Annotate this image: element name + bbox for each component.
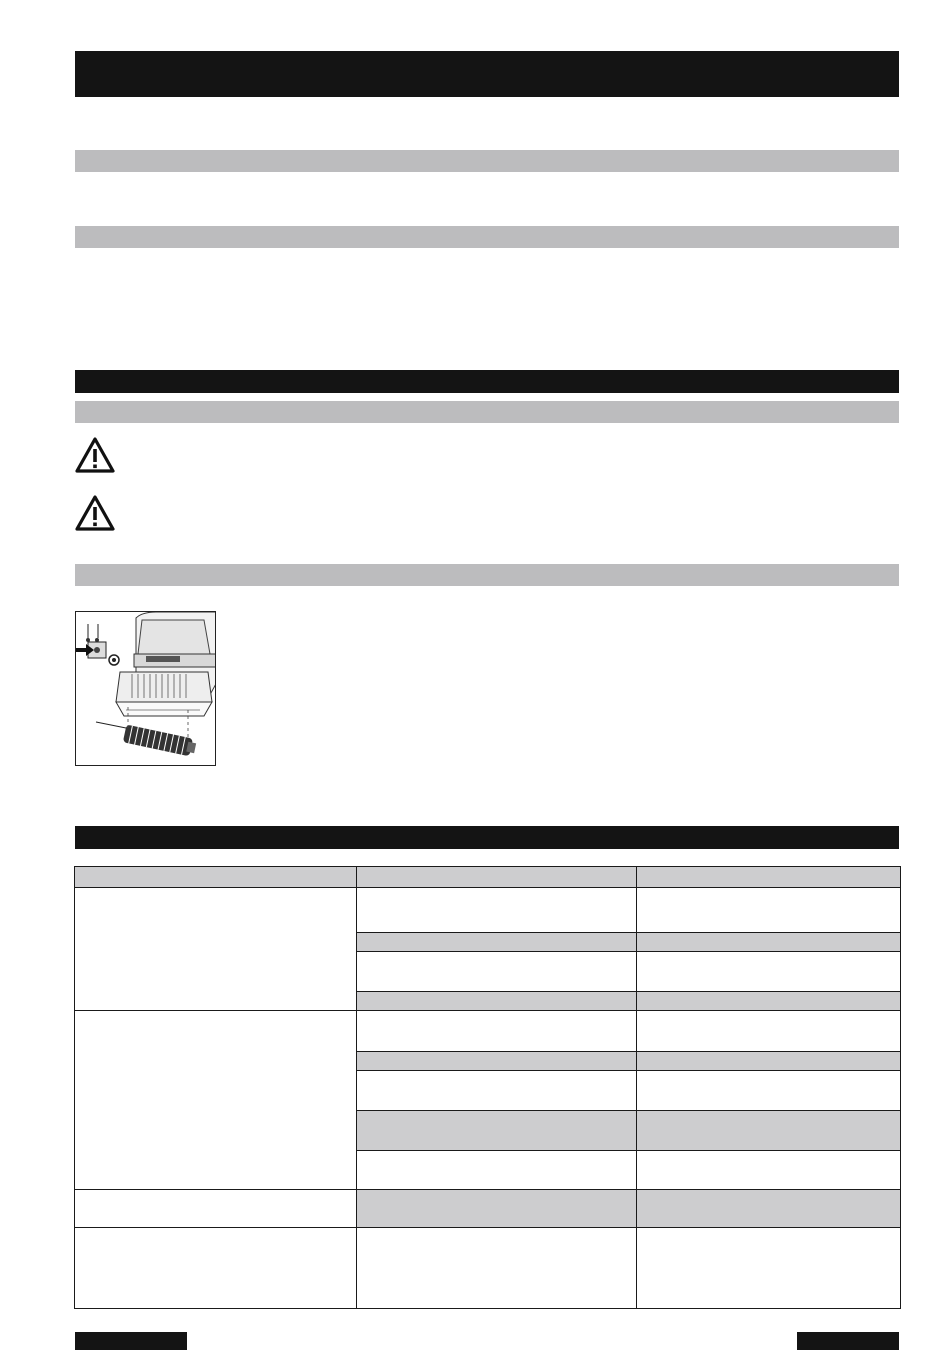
warning-triangle-icon	[74, 494, 116, 532]
remedy-cell	[637, 1189, 901, 1227]
cause-cell	[357, 1228, 637, 1309]
remedy-cell	[637, 1051, 901, 1070]
remedy-cell	[637, 991, 901, 1010]
subheading-bar-2	[75, 226, 899, 248]
cause-cell	[357, 1011, 637, 1051]
header-cell-3	[637, 867, 901, 888]
remedy-cell	[637, 1151, 901, 1189]
table-row	[75, 1011, 901, 1051]
remedy-cell	[637, 951, 901, 991]
table-row	[75, 888, 901, 933]
header-cell-2	[357, 867, 637, 888]
table-row	[75, 1189, 901, 1227]
cause-cell	[357, 933, 637, 951]
table-header-row	[75, 867, 901, 888]
footer-right-tab	[797, 1332, 899, 1350]
problem-cell	[75, 1011, 357, 1190]
remedy-cell	[637, 888, 901, 933]
subheading-bar-1	[75, 150, 899, 172]
cause-cell	[357, 1189, 637, 1227]
cause-cell	[357, 1151, 637, 1189]
problem-cell	[75, 888, 357, 1011]
section-heading-bar-2	[75, 826, 899, 849]
section-heading-bar-1	[75, 370, 899, 393]
remedy-cell	[637, 1228, 901, 1309]
subheading-bar-3	[75, 401, 899, 423]
brush-roller-removal-illustration	[75, 611, 216, 766]
remedy-cell	[637, 933, 901, 951]
header-cell-1	[75, 867, 357, 888]
troubleshooting-table	[74, 866, 901, 1309]
cause-cell	[357, 1070, 637, 1110]
subheading-bar-4	[75, 564, 899, 586]
cause-cell	[357, 991, 637, 1010]
warning-triangle-icon	[74, 436, 116, 474]
cause-cell	[357, 1051, 637, 1070]
remedy-cell	[637, 1011, 901, 1051]
table-row	[75, 1228, 901, 1309]
problem-cell	[75, 1189, 357, 1227]
footer-left-tab	[75, 1332, 187, 1350]
remedy-cell	[637, 1070, 901, 1110]
cause-cell	[357, 888, 637, 933]
cause-cell	[357, 951, 637, 991]
cause-cell	[357, 1111, 637, 1151]
problem-cell	[75, 1228, 357, 1309]
remedy-cell	[637, 1111, 901, 1151]
title-bar	[75, 51, 899, 97]
